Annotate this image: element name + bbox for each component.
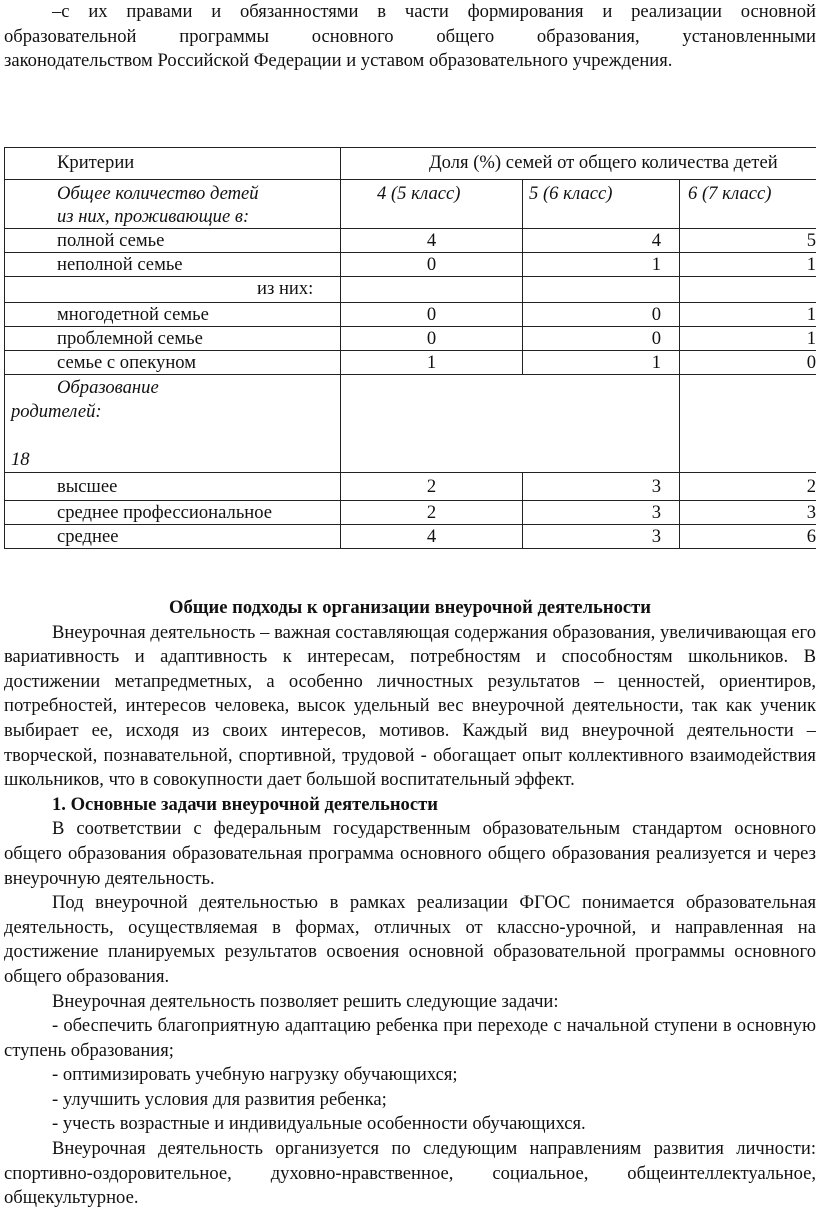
row-value: 0 xyxy=(341,303,523,327)
row-value: 0 xyxy=(680,351,816,375)
table-row xyxy=(5,303,816,327)
edu-number: 18 xyxy=(11,449,30,470)
row-value: 0 xyxy=(523,327,680,351)
family-table xyxy=(4,147,816,549)
row-label: высшее xyxy=(5,473,341,501)
table-row xyxy=(5,473,816,501)
row-label: проблемной семье xyxy=(5,327,341,351)
row-label: среднее профессиональное xyxy=(5,501,341,525)
class-header: 5 (6 класс) xyxy=(523,180,680,229)
table-row xyxy=(5,501,816,525)
row-value: 1 xyxy=(341,351,523,375)
subheader-label: из них, проживающие в: xyxy=(57,206,250,227)
row-value: 3 xyxy=(523,473,680,501)
class-header: 4 (5 класс) xyxy=(341,180,523,229)
row-value: 2 xyxy=(341,501,523,525)
row-value: 6 xyxy=(680,525,816,549)
row-value: 4 xyxy=(523,229,680,253)
row-value xyxy=(523,277,680,303)
edu-label-line: Образование xyxy=(57,377,159,398)
row-value: 1 xyxy=(680,253,816,277)
edu-label-line: родителей: xyxy=(11,401,102,422)
row-value: 0 xyxy=(523,303,680,327)
edu-label xyxy=(5,375,341,473)
row-label: семье с опекуном xyxy=(5,351,341,375)
row-value: 3 xyxy=(523,501,680,525)
paragraph: Внеурочная деятельность позволяет решить следующие задачи: xyxy=(52,990,559,1012)
intro-paragraph xyxy=(4,0,816,74)
table-row xyxy=(5,351,816,375)
row-value: 3 xyxy=(523,525,680,549)
row-value xyxy=(341,375,680,473)
table-row xyxy=(5,525,816,549)
row-value: 1 xyxy=(523,253,680,277)
class-header: 6 (7 класс) xyxy=(680,180,816,229)
table-row xyxy=(5,327,816,351)
row-value xyxy=(680,375,816,473)
section-title: Общие подходы к организации внеурочной деятельности xyxy=(169,597,651,618)
intro-line: образовательной программы основного общего образования, установленными xyxy=(4,25,816,47)
task-item: - улучшить условия для развития ребенка; xyxy=(52,1088,387,1110)
row-value: 1 xyxy=(523,351,680,375)
paragraph: Внеурочная деятельность организуется по следующим направлениям развития личности: спортивно-оздоровительное, духовно-нравственное, социальное, общеинтеллектуальное, общекультурное. xyxy=(4,1138,816,1209)
row-label: многодетной семье xyxy=(5,303,341,327)
header-share: Доля (%) семей от общего количества детей xyxy=(341,148,816,180)
paragraph: В соответствии с федеральным государственным образовательным стандартом основного общего образования образовательная программа основного общего образования реализуется и через внеурочную деятельность. xyxy=(4,818,816,889)
row-value: 1 xyxy=(680,327,816,351)
table-row xyxy=(5,277,816,303)
section-body xyxy=(4,596,816,1211)
task-item: - оптимизировать учебную нагрузку обучающихся; xyxy=(52,1064,458,1086)
row-value xyxy=(680,277,816,303)
row-label: неполной семье xyxy=(5,253,341,277)
row-label: из них: xyxy=(5,277,341,303)
task-item: - учесть возрастные и индивидуальные особенности обучающихся. xyxy=(52,1113,586,1135)
table-row xyxy=(5,375,816,473)
row-value: 0 xyxy=(341,327,523,351)
paragraph: Внеурочная деятельность – важная составляющая содержания образования, увеличивающая его вариативность и адаптивность к интересам, потребностям и способностям школьников. В достижении метапредметных, а особенно личностных результатов – ценностей, ориентиров, потребностей, интересов человека, высок удельный вес внеурочной деятельности, так как ученик выбирает ее, исходя из своих интересов, мотивов. Каждый вид внеурочной деятельности – творческой, познавательной, спортивной, трудовой - обогащает опыт коллективного взаимодействия школьников, что в совокупности дает большой воспитательный эффект. xyxy=(4,621,816,791)
row-value: 2 xyxy=(341,473,523,501)
intro-line: законодательством Российской Федерации и уставом образовательного учреждения. xyxy=(4,50,673,72)
table-row xyxy=(5,253,816,277)
row-value: 1 xyxy=(680,303,816,327)
row-value: 5 xyxy=(680,229,816,253)
row-label: полной семье xyxy=(5,229,341,253)
row-value xyxy=(341,277,523,303)
paragraph: Под внеурочной деятельностью в рамках реализации ФГОС понимается образовательная деятельность, осуществляемая в формах, отличных от классно-урочной, и направленная на достижение планируемых результатов освоения основной образовательной программы основного общего образования. xyxy=(4,892,816,987)
row-value: 0 xyxy=(341,253,523,277)
row-value: 4 xyxy=(341,229,523,253)
row-value: 4 xyxy=(341,525,523,549)
row-value: 3 xyxy=(680,501,816,525)
header-criteria: Критерии xyxy=(5,148,341,180)
intro-line: –с их правами и обязанностями в части формирования и реализации основной xyxy=(52,1,816,22)
task-item: - обеспечить благоприятную адаптацию ребенка при переходе с начальной ступени в основную ступень образования; xyxy=(4,1015,816,1061)
subheader-label: Общее количество детей xyxy=(57,183,259,204)
row-value: 2 xyxy=(680,473,816,501)
subheader-total xyxy=(5,180,341,229)
table-row xyxy=(5,229,816,253)
section-heading: 1. Основные задачи внеурочной деятельности xyxy=(52,793,438,815)
row-label: среднее xyxy=(5,525,341,549)
